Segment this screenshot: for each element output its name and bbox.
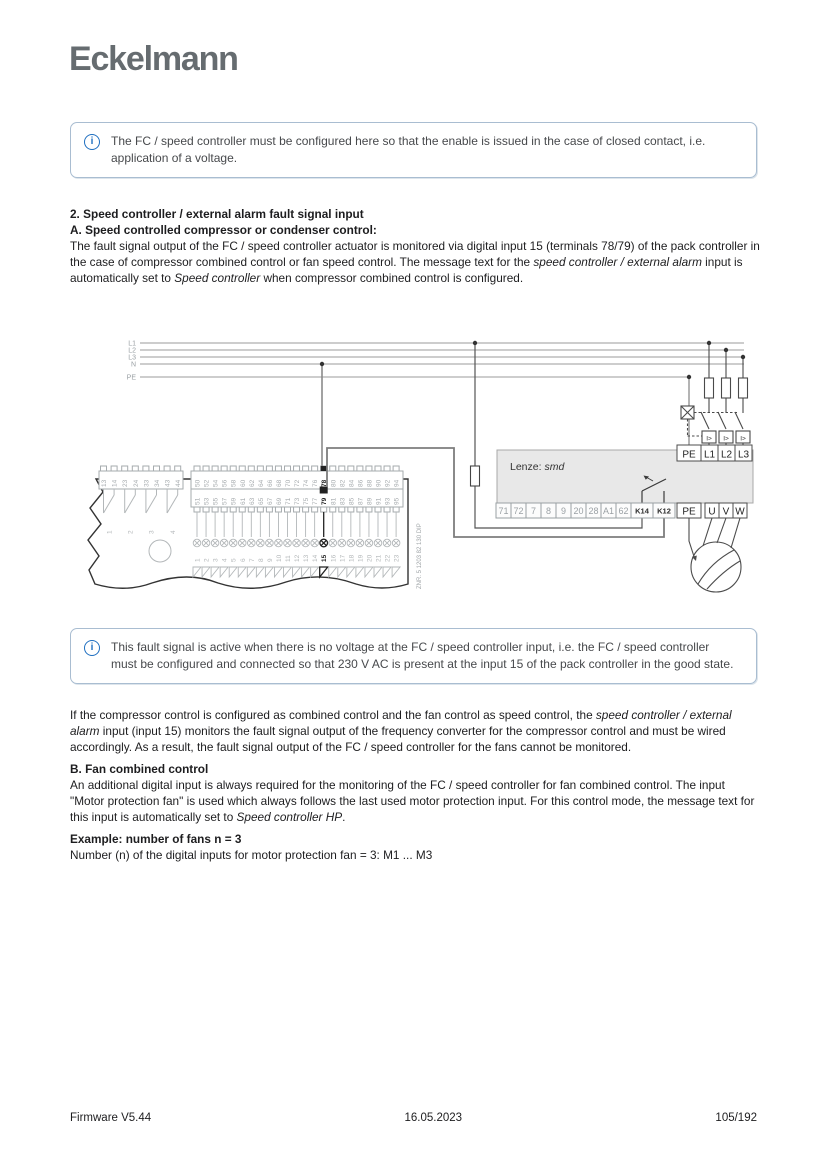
svg-text:89: 89 [366,497,374,505]
svg-text:24: 24 [132,479,140,487]
info-box-text: The FC / speed controller must be configured here so that the enable is issued in the case of closed contact, i.e. application of a voltage. [111,134,706,165]
svg-text:68: 68 [275,479,283,487]
svg-text:8: 8 [257,558,265,562]
svg-text:85: 85 [348,497,356,505]
frequency-converter [496,445,753,518]
svg-text:53: 53 [203,497,211,505]
svg-text:14: 14 [111,479,119,487]
svg-text:28: 28 [588,506,599,516]
svg-text:9: 9 [266,558,274,562]
section-title: 2. Speed controller / external alarm fault signal input [70,207,364,221]
svg-text:62: 62 [248,479,256,487]
svg-text:L1: L1 [703,449,716,461]
svg-text:N: N [130,361,136,369]
company-logo: Eckelmann [69,40,238,78]
svg-text:20: 20 [573,506,584,516]
svg-text:L3: L3 [737,449,750,461]
svg-text:71: 71 [285,497,292,505]
svg-text:50: 50 [194,479,202,487]
subsection-b-title: B. Fan combined control [70,762,209,776]
footer-page-number: 105/192 [715,1112,757,1124]
svg-text:I>: I> [740,435,746,443]
svg-text:PE: PE [126,374,136,382]
section-fan-control [70,707,760,863]
svg-text:44: 44 [175,479,183,487]
svg-text:10: 10 [275,554,283,562]
svg-text:69: 69 [275,497,283,505]
svg-text:34: 34 [154,479,161,487]
svg-text:66: 66 [266,479,274,487]
svg-text:63: 63 [248,497,256,505]
svg-text:58: 58 [230,479,238,487]
svg-text:12: 12 [294,554,302,562]
svg-text:8: 8 [545,506,552,516]
pack-controller [88,466,423,589]
svg-text:L3: L3 [128,354,136,362]
svg-text:I>: I> [723,435,729,443]
svg-text:73: 73 [294,497,302,505]
svg-text:2: 2 [127,530,135,534]
info-box-text: This fault signal is active when there is no voltage at the FC / speed controller input, i.e. the FC / speed controller must be configured and connected so that 230 V AC is present at the input 15 of the pack controller in the good state. [111,640,734,671]
svg-text:23: 23 [393,554,401,562]
svg-text:11: 11 [285,555,292,562]
svg-text:79: 79 [321,497,329,505]
svg-text:82: 82 [339,479,347,487]
svg-text:21: 21 [375,554,383,562]
subsection-a-paragraph: The fault signal output of the FC / speed controller actuator is monitored via digital input 15 (terminals 78/79) of the pack controller in the case of compressor combined control or fan speed control. The message text for the speed controller / external alarm input is automatically set to Speed controller when compressor combined control is configured. [70,239,760,285]
svg-text:K14: K14 [635,506,649,516]
svg-text:13: 13 [101,479,108,487]
footer-firmware: Firmware V5.44 [70,1112,152,1124]
svg-text:87: 87 [357,497,365,505]
svg-text:51: 51 [194,497,202,505]
svg-text:3: 3 [148,530,156,534]
svg-text:55: 55 [212,497,220,505]
info-box-fault-signal [70,628,757,684]
svg-text:65: 65 [257,497,265,505]
svg-text:72: 72 [513,506,524,516]
svg-text:15: 15 [321,554,329,562]
motor-icon [689,518,741,592]
svg-text:43: 43 [164,479,172,487]
svg-text:62: 62 [618,506,629,516]
svg-text:78: 78 [321,479,329,487]
svg-text:17: 17 [339,554,347,562]
info-box-enable [70,122,757,178]
svg-text:64: 64 [257,479,265,487]
svg-text:7: 7 [248,558,256,562]
svg-text:33: 33 [143,479,151,487]
svg-text:L2: L2 [720,449,733,461]
svg-text:V: V [722,506,730,518]
svg-text:93: 93 [384,497,392,505]
svg-text:83: 83 [339,497,347,505]
svg-text:92: 92 [384,479,392,487]
motor-protection-breaker [681,343,750,445]
svg-text:60: 60 [239,479,247,487]
svg-text:14: 14 [312,554,320,562]
svg-text:L1: L1 [128,340,136,348]
svg-text:2: 2 [203,558,211,562]
svg-text:18: 18 [348,554,356,562]
section-speed-controller [70,206,760,286]
svg-text:1: 1 [106,530,114,534]
svg-text:ZNR. 5 1203 82 130 DIP: ZNR. 5 1203 82 130 DIP [417,523,423,589]
svg-text:75: 75 [303,497,311,505]
svg-text:90: 90 [375,479,383,487]
svg-text:I>: I> [706,435,712,443]
svg-text:5: 5 [230,558,238,562]
combined-control-paragraph: If the compressor control is configured as combined control and the fan control as speed control, the speed controller / external alarm input (input 15) monitors the fault signal output of the frequency converter for the compressor control and must be wired accordingly. As a result, the fault signal output of the FC / speed controller for the fans cannot be monitored. [70,708,732,754]
svg-text:91: 91 [375,497,383,505]
svg-text:1: 1 [194,558,202,562]
svg-text:16: 16 [330,554,338,562]
svg-text:W: W [735,506,745,518]
svg-text:77: 77 [312,497,320,505]
svg-text:61: 61 [239,497,247,505]
svg-text:U: U [708,506,716,518]
svg-text:K12: K12 [657,506,671,516]
svg-text:94: 94 [393,479,401,487]
svg-text:59: 59 [230,497,238,505]
svg-text:22: 22 [384,554,392,562]
wiring-diagram [75,332,765,600]
page-footer [70,1112,757,1124]
svg-text:67: 67 [266,497,274,505]
svg-text:A1: A1 [602,506,615,516]
svg-text:54: 54 [212,479,220,487]
svg-text:76: 76 [312,479,320,487]
svg-text:7: 7 [530,506,537,516]
svg-text:52: 52 [203,479,211,487]
info-icon: i [84,134,100,150]
svg-text:84: 84 [348,479,356,487]
svg-text:57: 57 [221,497,229,505]
svg-text:PE: PE [682,506,696,518]
footer-date: 16.05.2023 [404,1112,463,1124]
svg-text:70: 70 [285,479,292,487]
subsection-b-paragraph: An additional digital input is always required for the monitoring of the FC / speed controller for fan combined control. The input "Motor protection fan" is used which always follows the last used motor protection input. For this control mode, the message text for this input is automatically set to Speed controller HP. [70,778,755,824]
svg-text:95: 95 [393,497,401,505]
svg-text:56: 56 [221,479,229,487]
subsection-a-title: A. Speed controlled compressor or condenser control: [70,223,377,237]
svg-text:88: 88 [366,479,374,487]
svg-text:72: 72 [294,479,302,487]
svg-text:23: 23 [122,479,130,487]
svg-text:PE: PE [682,449,696,461]
svg-text:6: 6 [239,558,247,562]
svg-text:86: 86 [357,479,365,487]
info-icon: i [84,640,100,656]
svg-text:13: 13 [303,554,311,562]
svg-text:81: 81 [330,497,338,505]
svg-text:19: 19 [357,554,365,562]
svg-text:80: 80 [330,479,338,487]
svg-text:74: 74 [303,479,311,487]
svg-text:Lenze: smd: Lenze: smd [510,461,565,473]
example-text: Number (n) of the digital inputs for motor protection fan = 3: M1 ... M3 [70,848,433,862]
svg-text:9: 9 [560,506,567,516]
svg-text:4: 4 [169,530,177,534]
power-rails [127,341,744,382]
example-title: Example: number of fans n = 3 [70,832,242,846]
svg-text:20: 20 [366,554,374,562]
svg-text:3: 3 [212,558,220,562]
svg-text:L2: L2 [128,347,136,355]
svg-text:4: 4 [221,558,229,562]
svg-text:71: 71 [498,506,509,516]
